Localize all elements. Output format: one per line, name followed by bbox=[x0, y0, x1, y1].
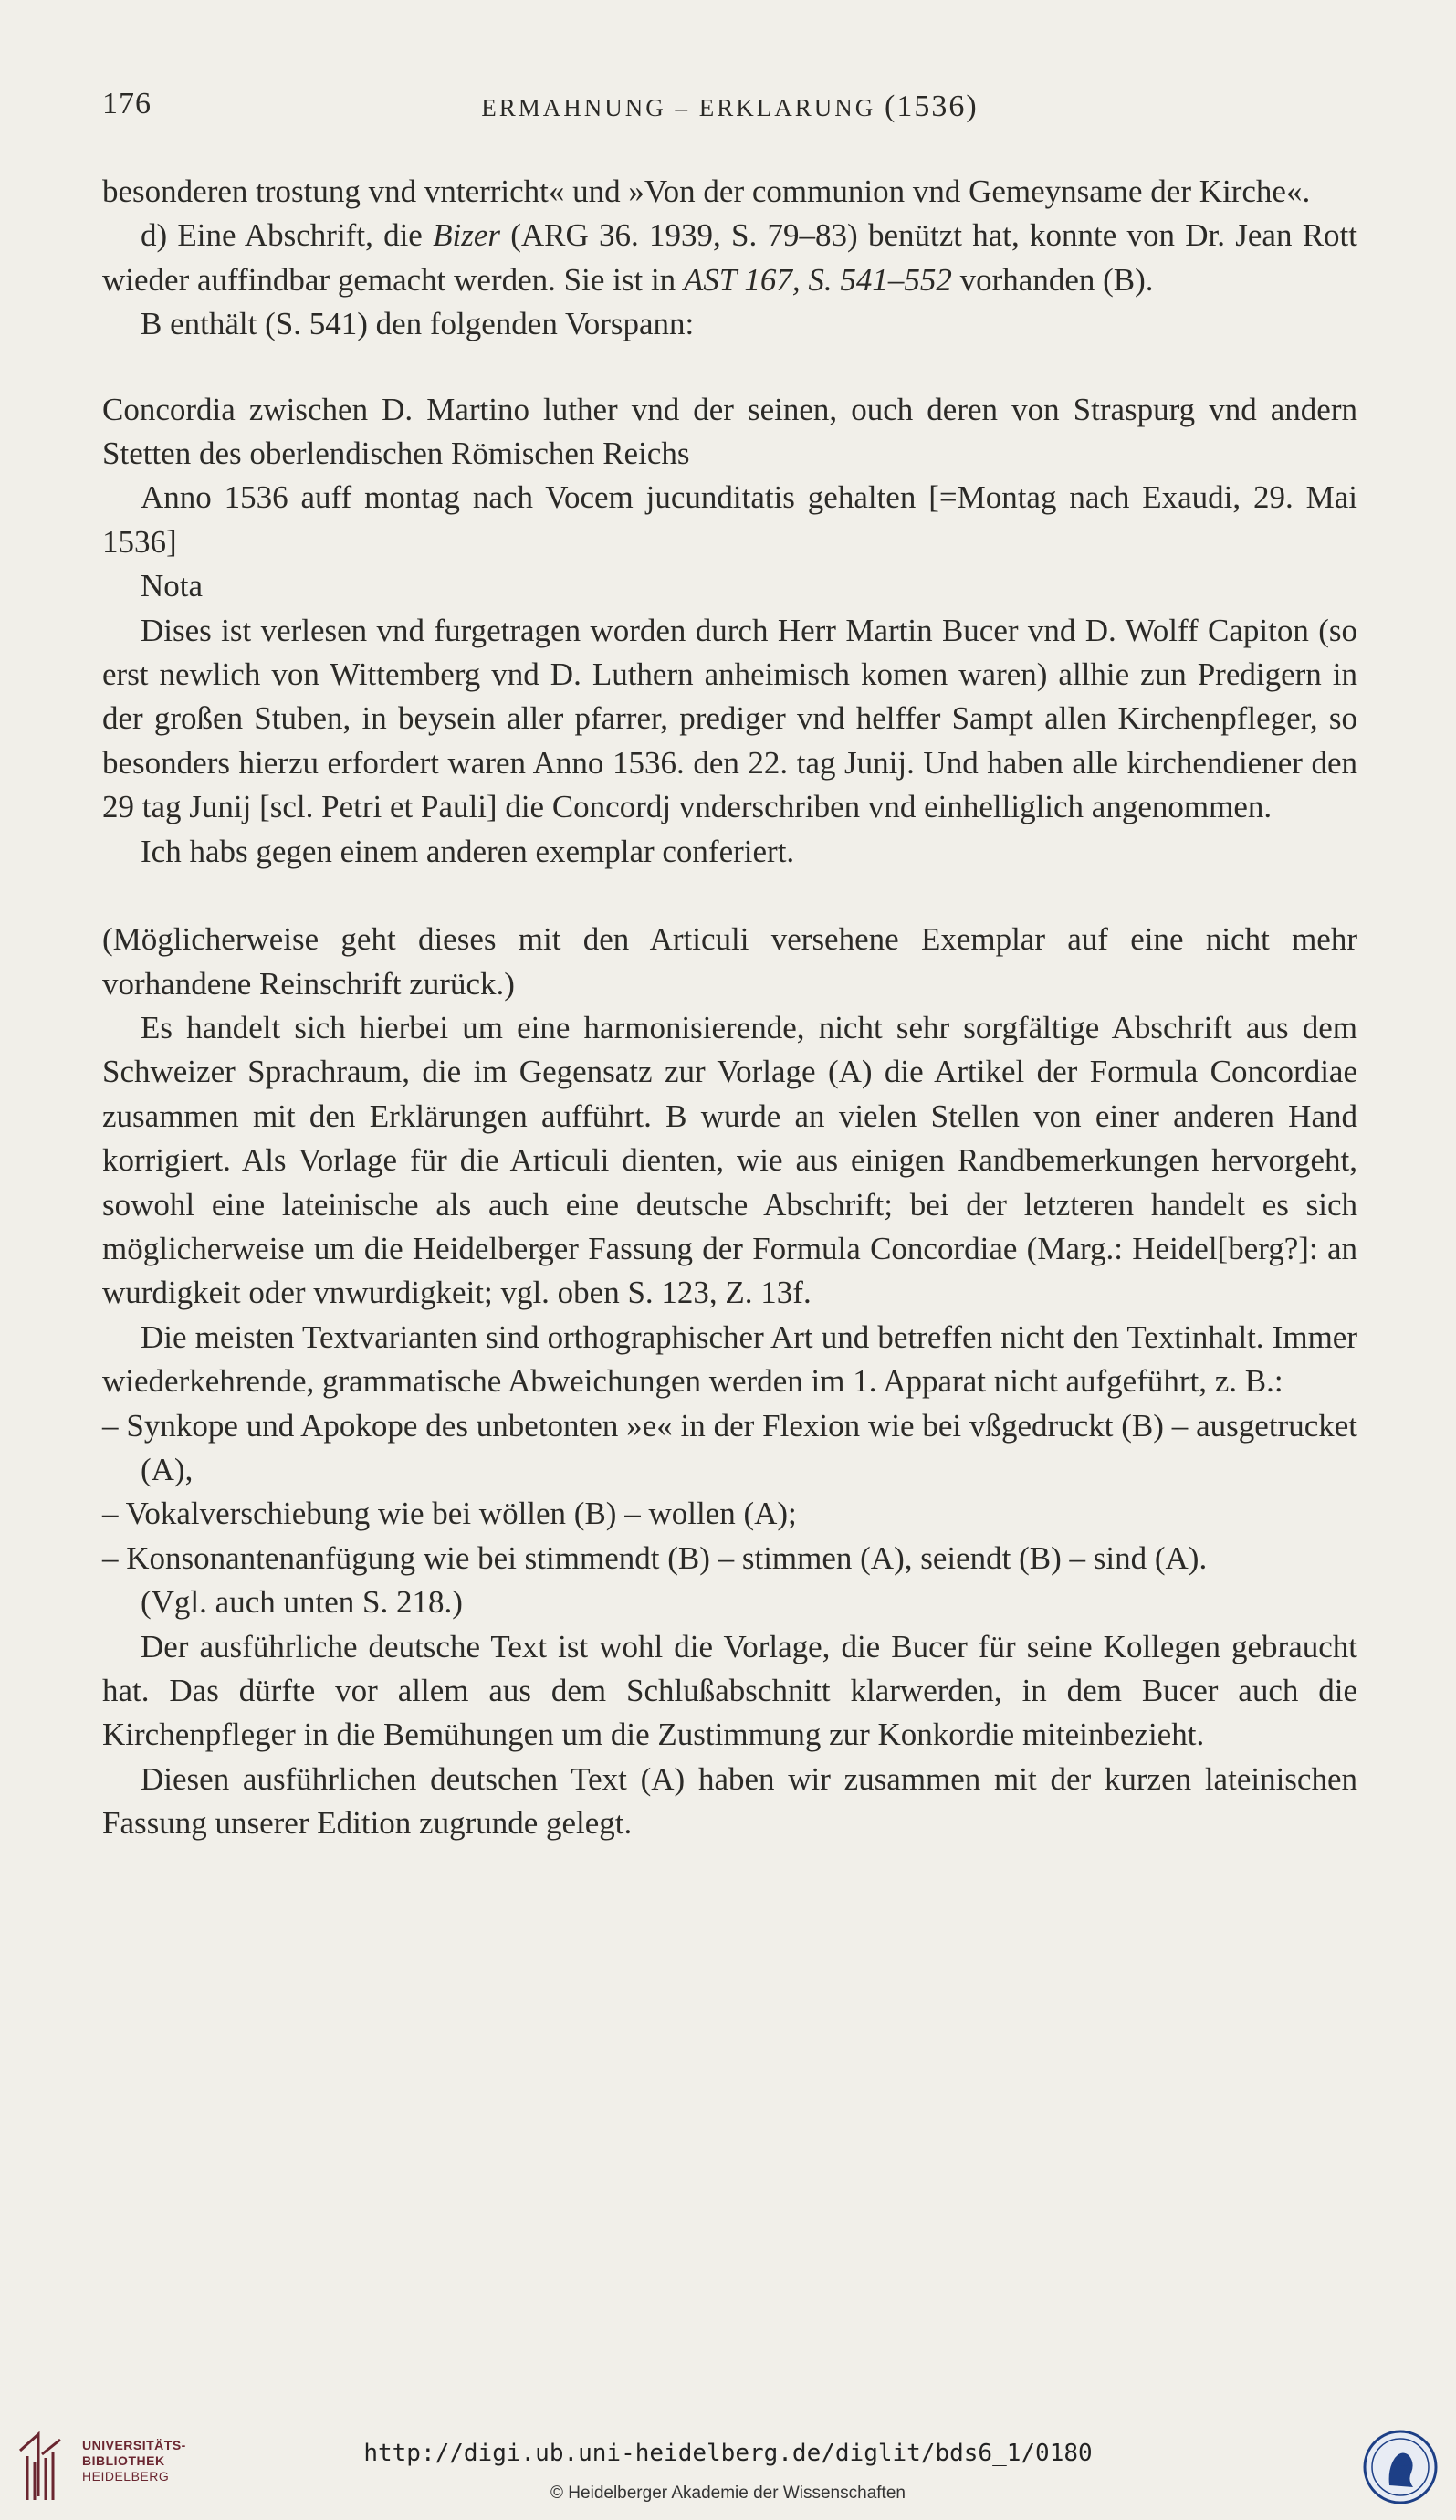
running-title bbox=[102, 89, 1357, 124]
paragraph-3: B enthält (S. 541) den folgenden Vorspann: bbox=[141, 306, 695, 342]
running-title-year: (1536) bbox=[885, 89, 979, 123]
paragraph-2-text-c: (ARG 36. 1939, S. 79–83) benützt hat, konnte von Dr. Jean Rott wieder auffindbar gemacht werden. Sie ist in bbox=[102, 217, 1357, 298]
list-item: – Synkope und Apokope des unbetonten »e« in der Flexion wie bei vßgedruckt (B) – ausgetrucket (A), bbox=[102, 1407, 1357, 1487]
footer bbox=[0, 2410, 1456, 2520]
page-header bbox=[102, 87, 1357, 131]
list-item: – Konsonantenanfügung wie bei stimmendt (B) – stimmen (A), seiendt (B) – sind (A). bbox=[102, 1539, 1208, 1576]
paragraph-10: Es handelt sich hierbei um eine harmonisierende, nicht sehr sorgfältige Abschrift aus dem Schweizer Sprachraum, die im Gegensatz zur Vorlage (A) die Artikel der Formula Concordiae zusammen mit den Erklärungen aufführt. B wurde an vielen Stellen von einer anderen Hand korrigiert. Als Vorlage für die Articuli dienten, wie aus einigen Randbemerkungen hervorgeht, sowohl eine lateinische als auch eine deutsche Abschrift; bei der letzteren handelt es sich möglicherweise um die Heidelberger Fassung der Formula Concordiae (Marg.: Heidel[berg?]: an wurdigkeit oder vnwurdigkeit; vgl. oben S. 123, Z. 13f. bbox=[102, 1009, 1357, 1311]
permalink-url[interactable]: http://digi.ub.uni-heidelberg.de/diglit/bds6_1/0180 bbox=[363, 2440, 1093, 2467]
paragraph-6: Nota bbox=[141, 568, 204, 604]
library-name-line-1: UNIVERSITÄTS- bbox=[82, 2438, 186, 2452]
paragraph-5: Anno 1536 auff montag nach Vocem jucunditatis gehalten [=Montag nach Exaudi, 29. Mai 1536] bbox=[102, 479, 1357, 560]
paragraph-11: Die meisten Textvarianten sind orthographischer Art und betreffen nicht den Textinhalt. Immer wiederkehrende, grammatische Abweichungen werden im 1. Apparat nicht aufgeführt, z. B.: bbox=[102, 1318, 1357, 1400]
copyright-notice: © Heidelberger Akademie der Wissenschaften bbox=[550, 2483, 906, 2503]
paragraph-7: Dises ist verlesen vnd furgetragen worden durch Herr Martin Bucer vnd D. Wolff Capiton (so erst newlich von Wittemberg vnd D. Luthern anheimisch komen waren) allhie zun Predigern in der großen Stuben, in beysein aller pfarrer, prediger vnd helffer Sampt allen Kirchenpfleger, so besonders hierzu erfordert waren Anno 1536. den 22. tag Junij. Und haben alle kirchendiener den 29 tag Junij [scl. Petri et Pauli] die Concordj vnderschriben vnd einhelliglich angenommen. bbox=[102, 612, 1357, 825]
library-name-line-2: BIBLIOTHEK bbox=[82, 2453, 165, 2468]
page-number: 176 bbox=[102, 87, 152, 121]
running-title-main: ERMAHNUNG – ERKLARUNG bbox=[481, 94, 885, 121]
paragraph-4: Concordia zwischen D. Martino luther vnd der seinen, ouch deren von Straspurg vnd andern Stetten des oberlendischen Römischen Reichs bbox=[102, 391, 1357, 472]
paragraph-12: Der ausführliche deutsche Text ist wohl die Vorlage, die Bucer für seine Kollegen gebraucht hat. Das dürfte vor allem aus dem Schlußabschnitt klarwerden, in dem Bucer auch die Kirchenpfleger in die Bemühungen um die Zustimmung zur Konkordie miteinbezieht. bbox=[102, 1628, 1357, 1753]
paragraph-9: (Möglicherweise geht dieses mit den Articuli versehene Exemplar auf eine nicht mehr vorhandene Reinschrift zurück.) bbox=[102, 921, 1357, 1002]
ast-citation: AST 167, S. 541–552 bbox=[683, 261, 952, 298]
paragraph-2-text-e: vorhanden (B). bbox=[951, 261, 1154, 298]
bizer-citation: Bizer bbox=[433, 217, 500, 254]
paragraph-8: Ich habs gegen einem anderen exemplar conferiert. bbox=[141, 833, 795, 869]
paragraph-2-text-a: d) Eine Abschrift, die bbox=[141, 217, 434, 254]
text-body bbox=[102, 170, 1357, 1846]
library-name-line-3: HEIDELBERG bbox=[82, 2469, 170, 2483]
paragraph-1: besonderen trostung vnd vnterricht« und »Von der communion vnd Gemeynsame der Kirche«. bbox=[102, 173, 1311, 209]
academy-seal-icon bbox=[1362, 2429, 1439, 2505]
list-continuation: (Vgl. auch unten S. 218.) bbox=[141, 1584, 463, 1621]
paragraph-13: Diesen ausführlichen deutschen Text (A) haben wir zusammen mit der kurzen lateinischen Fassung unserer Edition zugrunde gelegt. bbox=[102, 1760, 1357, 1842]
paragraph-2 bbox=[102, 214, 1357, 302]
list-item: – Vokalverschiebung wie bei wöllen (B) – wollen (A); bbox=[102, 1496, 797, 1532]
